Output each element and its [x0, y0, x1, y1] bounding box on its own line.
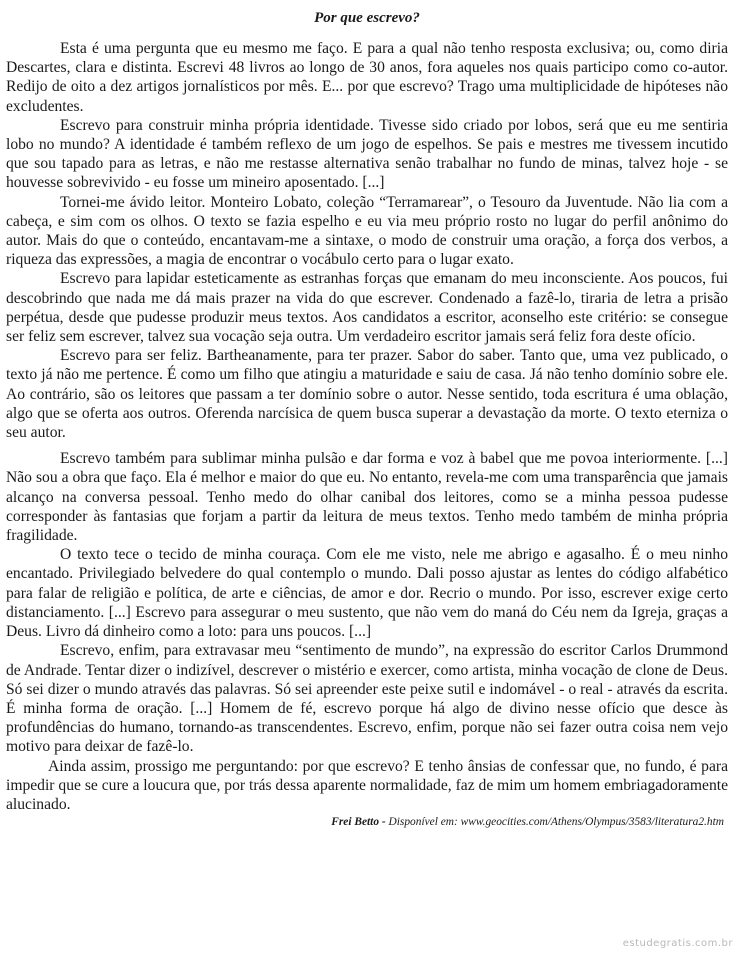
source-author: Frei Betto	[331, 816, 380, 829]
document	[6, 8, 728, 830]
document-title: Por que escrevo?	[314, 10, 420, 26]
source-separator: -	[379, 816, 389, 829]
source-availability: Disponível em: www.geocities.com/Athens/Olympus/3583/literatura2.htm	[388, 816, 724, 829]
watermark-text: estudegratis.com.br	[622, 938, 733, 949]
paragraph-9: Ainda assim, prossigo me perguntando: por que escrevo? E tenho ânsias de confessar que, no fundo, é para impedir que se cure a loucura que, por trás dessa aparente normalidade, faz de mim um homem embriagadoramente alucinado.	[6, 757, 728, 813]
paragraph-5: Escrevo para ser feliz. Bartheanamente, para ter prazer. Sabor do saber. Tanto que, uma vez publicado, o texto já não me pertence. É como um filho que atingiu a maturidade e saiu de casa. Já não tenho domínio sobre ele. Ao contrário, são os leitores que passam a ter domínio sobre o autor. Nesse sentido, toda escritura é uma oblação, algo que se oferta aos outros. Oferenda narcísica de quem busca superar a devastação da morte. O texto eterniza o seu autor.	[6, 347, 728, 442]
paragraph-3: Tornei-me ávido leitor. Monteiro Lobato, coleção “Terramarear”, o Tesouro da Juventude. Não lia com a cabeça, e sim com os olhos. O texto se fazia espelho e eu via meu próprio rosto no lugar do perfil anônimo do autor. Mais do que o conteúdo, encantavam-me a sintaxe, o modo de construir uma oração, a força dos verbos, a riqueza das expressões, a magia de encontrar o vocábulo certo para o lugar exato.	[6, 193, 728, 269]
paragraph-1: Esta é uma pergunta que eu mesmo me faço. E para a qual não tenho resposta exclusiva; ou, como diria Descartes, clara e distinta. Escrevi 48 livros ao longo de 30 anos, fora aqueles nos quais participo como co-autor. Redijo de oito a dez artigos jornalísticos por mês. E... por que escrevo? Trago uma multiplicidade de hipóteses não excludentes.	[6, 40, 728, 115]
paragraph-2: Escrevo para construir minha própria identidade. Tivesse sido criado por lobos, será que eu me sentiria lobo no mundo? A identidade é também reflexo de um jogo de espelhos. Se pais e mestres me tivessem incutido que sou tapado para as letras, e não me restasse alternativa senão trabalhar no fundo de minas, talvez hoje - se houvesse sobrevivido - eu fosse um mineiro aposentado. [...]	[6, 116, 728, 192]
source-citation	[6, 814, 728, 830]
paragraph-8: Escrevo, enfim, para extravasar meu “sentimento de mundo”, na expressão do escritor Carlos Drummond de Andrade. Tentar dizer o indizível, descrever o mistério e exercer, como artista, minha vocação de clone de Deus. Só sei dizer o mundo através das palavras. Só sei apreender este peixe sutil e indomável - o real - através da escrita. É minha forma de oração. [...] Homem de fé, escrevo porque há algo de divino nesse ofício que desce às profundências do humano, tornando-as transcendentes. Escrevo, enfim, porque não sei fazer outra coisa nem vejo motivo para deixar de fazê-lo.	[6, 642, 728, 756]
paragraph-7: O texto tece o tecido de minha couraça. Com ele me visto, nele me abrigo e agasalho. É o meu ninho encantado. Privilegiado belvedere do qual contemplo o mundo. Dali posso ajustar as lentes do código alfabético para falar de religião e política, de arte e ciências, de amor e dor. Recrio o mundo. Por isso, escrever exige certo distanciamento. [...] Escrevo para assegurar o meu sustento, que não vem do maná do Céu nem da Igreja, graças a Deus. Livro dá dinheiro como a loto: para uns poucos. [...]	[6, 546, 728, 641]
paragraph-4: Escrevo para lapidar esteticamente as estranhas forças que emanam do meu inconsciente. Aos poucos, fui descobrindo que nada me dá mais prazer na vida do que escrever. Condenado a fazê-lo, tiraria de letra a prisão perpétua, desde que pudesse produzir meus textos. Aos candidatos a escritor, aconselho este critério: se consegue ser feliz sem escrever, talvez sua vocação seja outra. Um verdadeiro escritor jamais será feliz fora deste ofício.	[6, 270, 728, 346]
paragraph-6: Escrevo também para sublimar minha pulsão e dar forma e voz à babel que me povoa interiormente. [...] Não sou a obra que faço. Ela é melhor e maior do que eu. No entanto, revela-me com uma transparência que jamais alcanço na conversa pessoal. Tenho medo do olhar canibal dos leitores, como se a minha pessoa pudesse corresponder às fantasias que forjam a partir da leitura de meus textos. Tenho medo também de minha própria fragilidade.	[6, 450, 728, 545]
